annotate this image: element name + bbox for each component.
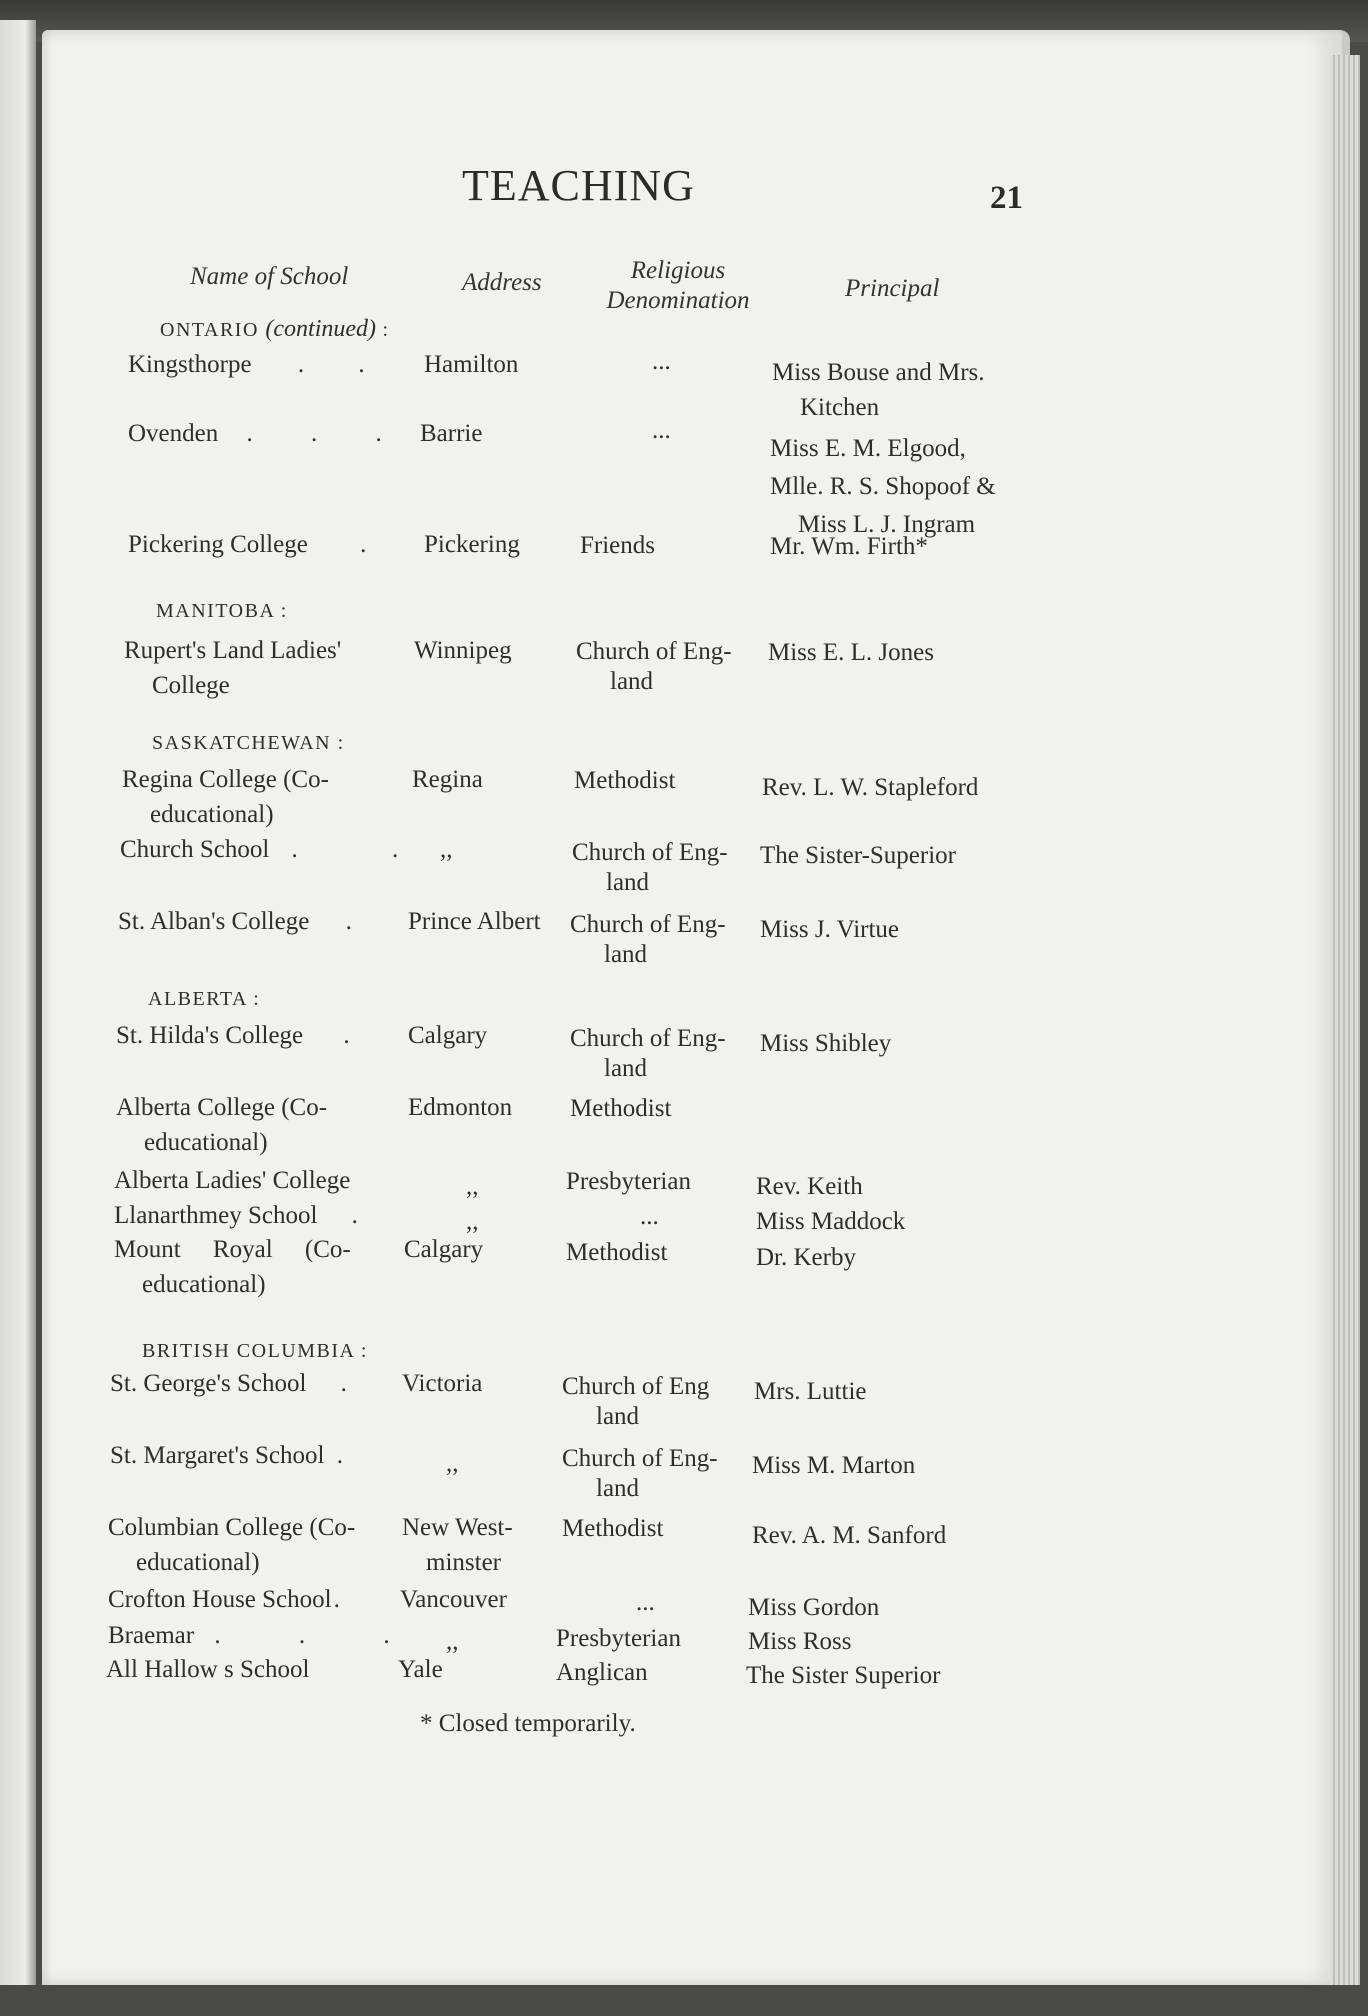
school-principal: The Sister-Superior: [760, 842, 956, 869]
school-name-cont: College: [152, 672, 230, 699]
school-religion: Church of Eng-: [570, 911, 726, 938]
section-manitoba: MANITOBA :: [156, 600, 288, 622]
page-number: 21: [990, 180, 1023, 216]
school-principal: Rev. A. M. Sanford: [752, 1522, 947, 1549]
school-religion: Friends: [580, 532, 655, 559]
school-religion: ...: [636, 1589, 655, 1616]
school-name: Kingsthorpe: [128, 351, 252, 378]
school-principal: Miss Bouse and Mrs.: [772, 359, 985, 386]
school-religion: Church of Eng-: [570, 1025, 726, 1052]
school-religion: Methodist: [574, 767, 676, 794]
school-religion: ...: [640, 1203, 659, 1230]
school-religion: Presbyterian: [556, 1625, 681, 1652]
school-address: Winnipeg: [414, 637, 512, 664]
school-name: Church School: [120, 836, 270, 863]
school-religion-cont: land: [596, 1403, 640, 1430]
school-address: Barrie: [420, 420, 483, 447]
school-principal: The Sister Superior: [746, 1662, 941, 1689]
section-ontario-suffix: (continued): [265, 316, 377, 342]
school-name: Braemar: [108, 1622, 195, 1649]
school-address: Calgary: [408, 1022, 488, 1049]
school-name: Alberta College (Co-: [116, 1094, 328, 1121]
leader-dots: . . .: [246, 420, 408, 447]
school-address: Calgary: [404, 1236, 484, 1263]
school-name: St. Alban's College: [118, 908, 310, 935]
school-religion: Methodist: [562, 1515, 664, 1542]
school-religion: Church of Eng-: [576, 638, 732, 665]
school-principal: Miss E. M. Elgood,: [770, 435, 966, 462]
school-principal: Rev. Keith: [756, 1173, 863, 1200]
page-stack-edge: [1330, 55, 1360, 1990]
school-religion: Methodist: [566, 1239, 668, 1266]
school-principal: Miss Gordon: [748, 1594, 880, 1621]
header-religious-line2: Denomination: [606, 287, 750, 314]
school-religion: Church of Eng-: [572, 839, 728, 866]
section-ontario: [160, 316, 390, 343]
school-name: Crofton House School: [108, 1586, 332, 1613]
school-religion-cont: land: [604, 941, 648, 968]
school-name: Rupert's Land Ladies': [124, 637, 342, 664]
school-address: Regina: [412, 766, 483, 793]
school-principal-cont: Kitchen: [800, 394, 880, 421]
header-name: Name of School: [190, 263, 349, 290]
school-principal: Mr. Wm. Firth*: [770, 533, 928, 560]
school-principal-cont: Miss L. J. Ingram: [798, 511, 976, 538]
school-principal: Dr. Kerby: [756, 1244, 856, 1271]
school-address: Hamilton: [424, 351, 519, 378]
section-ontario-colon: :: [376, 319, 390, 341]
running-title: TEACHING: [462, 161, 695, 210]
header-address: Address: [462, 269, 542, 296]
school-religion: Presbyterian: [566, 1168, 691, 1195]
header-religious: [598, 256, 758, 316]
school-address: Pickering: [424, 531, 520, 558]
header-religious-line1: Religious: [630, 257, 726, 284]
school-name-cont: educational): [136, 1549, 260, 1576]
school-name-cont: educational): [144, 1129, 268, 1156]
facing-page-edge: [0, 20, 36, 2000]
header-principal: Principal: [845, 275, 940, 302]
school-address: ,,: [446, 1450, 459, 1477]
school-name-cont: educational): [142, 1271, 266, 1298]
scan-background-bottom: [0, 1985, 1368, 2016]
leader-dots: .: [345, 908, 352, 935]
school-principal: Miss M. Marton: [752, 1452, 916, 1479]
school-religion-cont: land: [596, 1475, 640, 1502]
school-address: Victoria: [402, 1370, 483, 1397]
school-name: St. Hilda's College: [116, 1022, 304, 1049]
school-name: Pickering College: [128, 531, 308, 558]
school-name: Mount Royal (Co-: [114, 1236, 351, 1263]
leader-dots: . .: [291, 836, 443, 863]
school-religion-cont: land: [606, 869, 650, 896]
school-address: ,,: [440, 836, 453, 863]
school-religion: Methodist: [570, 1095, 672, 1122]
school-name: Alberta Ladies' College: [114, 1167, 351, 1194]
section-british-columbia: BRITISH COLUMBIA :: [142, 1340, 368, 1362]
school-address: ,,: [446, 1628, 459, 1655]
school-name: Columbian College (Co-: [108, 1514, 356, 1541]
section-saskatchewan: SASKATCHEWAN :: [152, 732, 345, 754]
school-religion-cont: land: [610, 668, 654, 695]
school-principal: Mrs. Luttie: [754, 1378, 867, 1405]
footnote: * Closed temporarily.: [420, 1710, 636, 1737]
school-address: New West-: [402, 1514, 513, 1541]
leader-dots: .: [336, 1442, 343, 1469]
school-principal-line2: Mlle. R. S. Shopoof &: [770, 473, 996, 500]
leader-dots: .: [343, 1022, 350, 1049]
school-principal: Miss E. L. Jones: [768, 639, 934, 666]
school-name: St. Margaret's School: [110, 1442, 325, 1469]
school-principal: Miss J. Virtue: [760, 916, 900, 943]
school-address-cont: minster: [426, 1549, 501, 1576]
school-address: ,,: [466, 1208, 479, 1235]
school-principal: Miss Shibley: [760, 1030, 892, 1057]
school-address: Yale: [398, 1656, 443, 1683]
leader-dots: .: [351, 1202, 358, 1229]
section-alberta: ALBERTA :: [148, 988, 261, 1010]
school-name-cont: educational): [150, 801, 274, 828]
school-religion: Church of Eng-: [562, 1445, 718, 1472]
school-religion: Church of Eng: [562, 1373, 710, 1400]
leader-dots: .: [340, 1370, 347, 1397]
school-religion-cont: land: [604, 1055, 648, 1082]
school-name: St. George's School: [110, 1370, 307, 1397]
school-principal: Miss Ross: [748, 1628, 852, 1655]
school-religion: ...: [652, 417, 671, 444]
school-principal: Miss Maddock: [756, 1208, 906, 1235]
school-name: Ovenden: [128, 420, 219, 447]
school-address: Vancouver: [400, 1586, 507, 1613]
leader-dots: .: [360, 531, 367, 558]
school-name: All Hallow s School: [106, 1656, 310, 1683]
school-address: Prince Albert: [408, 908, 541, 935]
section-ontario-label: ONTARIO: [160, 319, 259, 341]
school-name: Llanarthmey School: [114, 1202, 318, 1229]
school-address: ,,: [466, 1173, 479, 1200]
school-religion: ...: [652, 348, 671, 375]
school-name: Regina College (Co-: [122, 766, 329, 793]
leader-dots: . .: [297, 351, 389, 378]
school-address: Edmonton: [408, 1094, 513, 1121]
leader-dots: . . .: [214, 1622, 426, 1649]
school-religion: Anglican: [556, 1659, 648, 1686]
school-principal: Rev. L. W. Stapleford: [762, 774, 979, 801]
leader-dots: .: [333, 1586, 340, 1613]
